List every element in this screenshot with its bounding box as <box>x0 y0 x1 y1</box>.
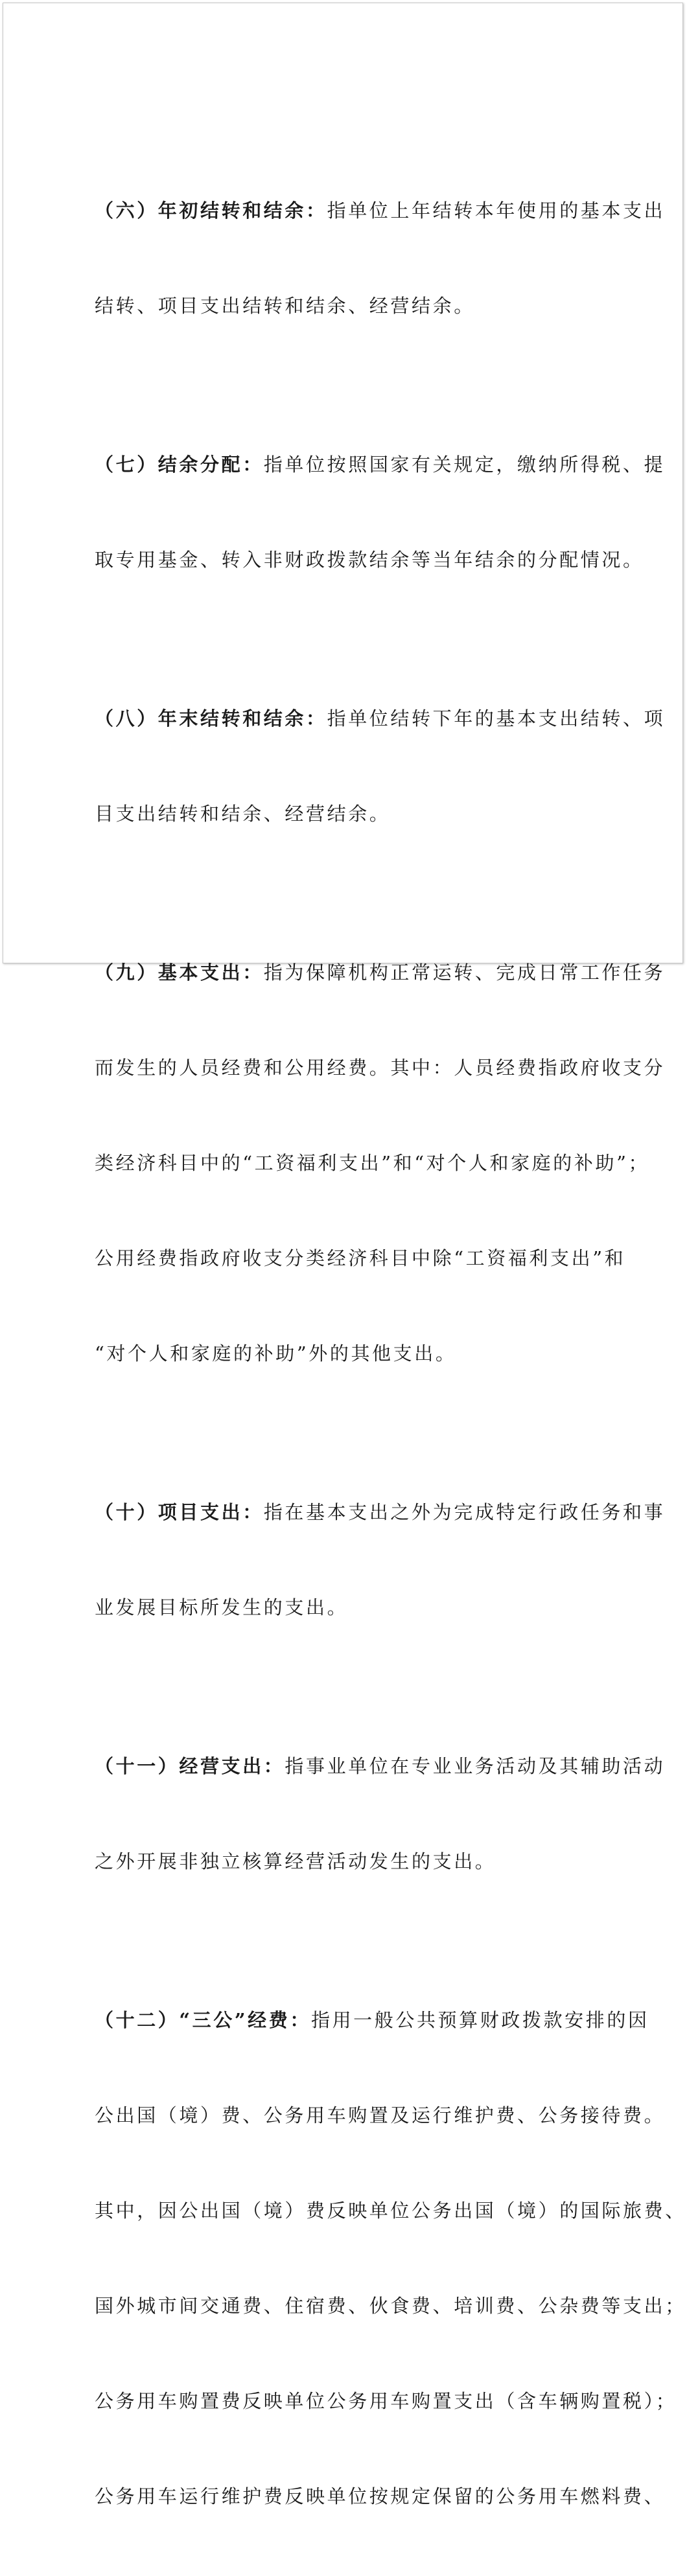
definition-text: 指单位结转下年的基本支出结转、项 <box>327 707 666 730</box>
definition-text: 指单位上年结转本年使用的基本支出 <box>327 200 666 222</box>
definition-line: 公务用车购置费反映单位公务用车购置支出（含车辆购置税）； <box>95 2390 677 2412</box>
definition-first-line <box>95 1497 666 1528</box>
definition-line: 结转、项目支出结转和结余、经营结余。 <box>95 295 475 317</box>
definition-item-10 <box>95 1433 666 1687</box>
definition-line: 公用经费指政府收支分类经济科目中除“工资福利支出”和 <box>95 1247 626 1269</box>
definition-line: 国外城市间交通费、住宿费、伙食费、培训费、公杂费等支出； <box>95 2295 686 2317</box>
definition-item-7 <box>95 385 666 639</box>
definition-first-line <box>95 1751 666 1782</box>
definition-term: （九）基本支出： <box>95 961 264 983</box>
definition-line: 其中，因公出国（境）费反映单位公务出国（境）的国际旅费、 <box>95 2200 686 2222</box>
definition-text: 指用一般公共预算财政拨款安排的因 <box>310 2009 649 2031</box>
definition-line: 公务用车运行维护费反映单位按规定保留的公务用车燃料费、 <box>95 2485 666 2507</box>
definition-item-11 <box>95 1687 666 1941</box>
definition-term: （七）结余分配： <box>95 454 264 476</box>
definition-term: （十）项目支出： <box>95 1501 264 1523</box>
definition-line: 而发生的人员经费和公用经费。其中：人员经费指政府收支分 <box>95 1057 666 1079</box>
definition-first-line <box>95 2005 649 2036</box>
definition-first-line <box>95 195 666 227</box>
definition-line: 取专用基金、转入非财政拨款结余等当年结余的分配情况。 <box>95 549 644 571</box>
definition-first-line <box>95 449 666 481</box>
definition-item-9 <box>95 893 666 1433</box>
definition-text: 指在基本支出之外为完成特定行政任务和事 <box>263 1501 666 1523</box>
definition-line: “对个人和家庭的补助”外的其他支出。 <box>95 1342 457 1364</box>
definition-line: 之外开展非独立核算经营活动发生的支出。 <box>95 1850 496 1872</box>
definition-term: （十二）“三公”经费： <box>95 2009 311 2031</box>
definition-first-line <box>95 957 666 989</box>
definition-item-12 <box>95 1941 686 2576</box>
definition-line: 目支出结转和结余、经营结余。 <box>95 803 391 825</box>
document-body <box>95 132 686 2576</box>
definition-line: 业发展目标所发生的支出。 <box>95 1596 349 1618</box>
definition-text: 指单位按照国家有关规定，缴纳所得税、提 <box>263 454 666 476</box>
definition-line: 类经济科目中的“工资福利支出”和“对个人和家庭的补助”； <box>95 1152 650 1174</box>
definition-item-8 <box>95 639 666 893</box>
definition-line: 公出国（境）费、公务用车购置及运行维护费、公务接待费。 <box>95 2104 666 2126</box>
definition-first-line <box>95 703 666 735</box>
definition-text: 指为保障机构正常运转、完成日常工作任务 <box>263 961 666 983</box>
document-page <box>3 3 686 2507</box>
definition-term: （六）年初结转和结余： <box>95 200 327 222</box>
definition-text: 指事业单位在专业业务活动及其辅助活动 <box>285 1755 666 1777</box>
definition-term: （八）年末结转和结余： <box>95 707 327 730</box>
definition-term: （十一）经营支出： <box>95 1755 285 1777</box>
definition-item-6 <box>95 132 666 385</box>
